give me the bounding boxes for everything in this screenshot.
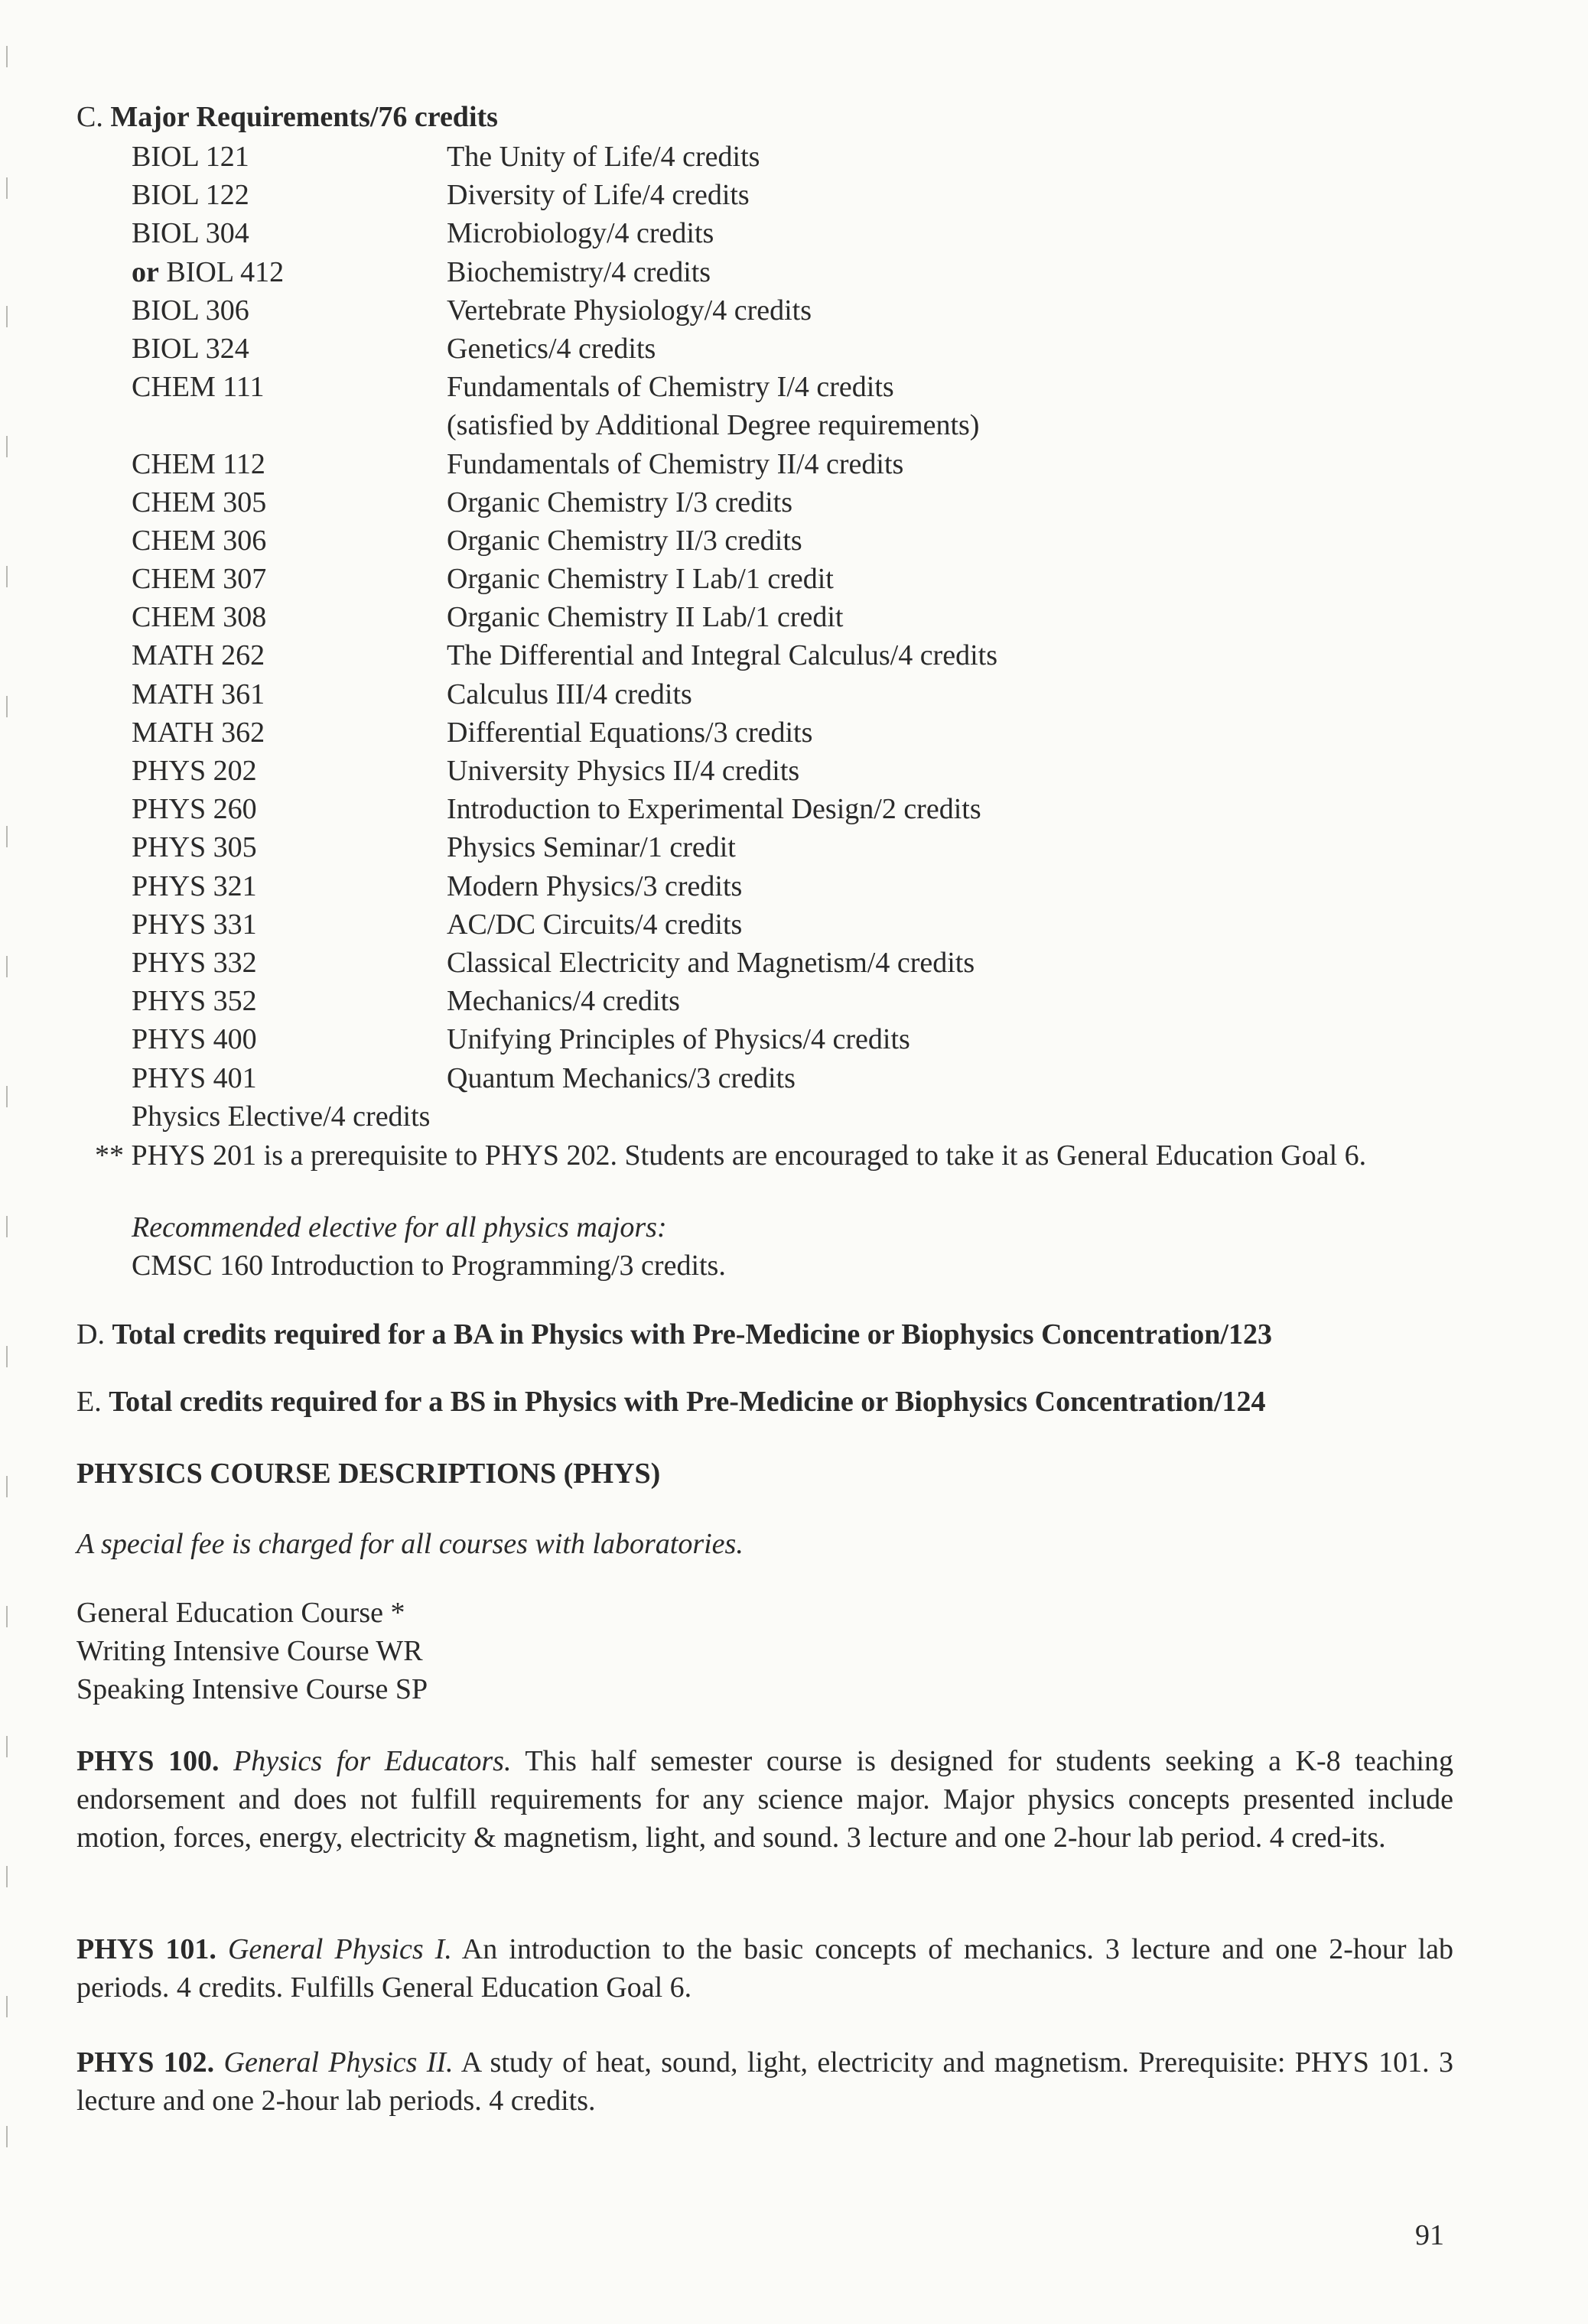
course-code: CHEM 305 [132,486,267,518]
course-title: AC/DC Circuits/4 credits [447,908,743,941]
prerequisite-footnote: ** PHYS 201 is a prerequisite to PHYS 202. Students are encouraged to take it as General Education Goal 6. [95,1139,1367,1172]
course-title: Differential Equations/3 credits [447,716,813,749]
course-code: MATH 361 [132,678,265,710]
course-row-note [132,406,1432,444]
section-d [76,1315,1272,1354]
margin-mark [6,1996,8,2017]
course-row [132,138,1432,176]
course-description-phys102 [76,2043,1453,2120]
margin-mark [6,826,8,847]
course-row [132,675,1432,713]
course-title: Fundamentals of Chemistry II/4 credits [447,447,904,480]
course-title: University Physics II/4 credits [447,755,800,787]
course-code: MATH 262 [132,639,265,672]
margin-mark [6,1866,8,1887]
course-row [132,944,1432,982]
course-title: Classical Electricity and Magnetism/4 credits [447,946,975,979]
course-code: PHYS 321 [132,869,257,902]
course-row [132,828,1432,866]
section-d-letter: D. [76,1318,105,1351]
course-row [132,713,1432,752]
physics-elective-row [132,1097,1432,1136]
margin-mark [6,566,8,587]
course-note: (satisfied by Additional Degree requirements) [447,409,980,442]
course-description-title: Physics for Educators. [233,1745,512,1777]
margin-mark [6,1216,8,1237]
course-row [132,982,1432,1020]
page-number: 91 [1415,2219,1444,2251]
course-code-alternative [132,253,284,291]
course-row [132,752,1432,790]
physics-elective: Physics Elective/4 credits [132,1100,431,1133]
course-title: Organic Chemistry II Lab/1 credit [447,601,844,634]
course-title: Microbiology/4 credits [447,217,714,250]
recommended-elective-course: CMSC 160 Introduction to Programming/3 credits. [132,1250,726,1282]
margin-mark [6,1606,8,1627]
margin-mark [6,46,8,67]
margin-mark [6,306,8,327]
course-title: The Unity of Life/4 credits [447,141,760,173]
section-e-letter: E. [76,1386,102,1418]
lab-fee-note: A special fee is charged for all courses with laboratories. [76,1528,744,1560]
legend-general-education: General Education Course * [76,1597,405,1629]
margin-mark [6,177,8,199]
course-code: PHYS 260 [132,793,257,826]
course-row [132,560,1432,598]
margin-mark [6,1346,8,1367]
section-c-title: Major Requirements/76 credits [110,101,498,133]
course-row [132,905,1432,944]
course-title: Vertebrate Physiology/4 credits [447,294,812,327]
margin-mark [6,2126,8,2147]
course-title: Fundamentals of Chemistry I/4 credits [447,371,894,404]
course-title: Unifying Principles of Physics/4 credits [447,1023,910,1056]
course-title: Biochemistry/4 credits [447,255,711,288]
course-code: PHYS 202 [132,755,257,787]
course-title: Calculus III/4 credits [447,678,692,710]
margin-mark [6,696,8,717]
course-descriptions-heading: PHYSICS COURSE DESCRIPTIONS (PHYS) [76,1458,661,1490]
course-description-phys101 [76,1930,1453,2007]
course-description-body: An introduction to the basic concepts of mechanics. 3 lecture and one 2-hour lab periods. 4 credits. Fulfills General Education Goal 6. [76,1933,1454,2004]
course-row [132,483,1432,522]
margin-mark [6,1736,8,1757]
course-row [132,636,1432,674]
course-row [132,790,1432,828]
course-title: Mechanics/4 credits [447,985,680,1018]
or-label: or [132,255,159,288]
course-row [132,214,1432,252]
course-code: BIOL 324 [132,332,249,365]
course-code: CHEM 307 [132,563,267,596]
course-code: PHYS 331 [132,908,257,941]
margin-mark [6,956,8,977]
course-title: Physics Seminar/1 credit [447,831,736,864]
margin-mark [6,1476,8,1497]
margin-mark [6,1086,8,1107]
course-code: PHYS 352 [132,985,257,1018]
course-code: PHYS 305 [132,831,257,864]
section-d-text: Total credits required for a BA in Physics with Pre-Medicine or Biophysics Concentration/123 [112,1318,1272,1351]
course-title: Organic Chemistry I Lab/1 credit [447,563,834,596]
course-description-title: General Physics I. [227,1933,452,1965]
course-code: BIOL 122 [132,179,249,212]
course-row [132,1020,1432,1058]
course-description-code: PHYS 102. [76,2046,215,2079]
recommended-elective-label: Recommended elective for all physics majors: [132,1211,667,1243]
course-row [132,522,1432,560]
course-row [132,176,1432,214]
course-code: MATH 362 [132,716,265,749]
course-title: Organic Chemistry I/3 credits [447,486,793,518]
course-code: BIOL 121 [132,141,249,173]
course-code: PHYS 400 [132,1023,257,1056]
course-description-title: General Physics II. [223,2046,454,2079]
course-row [132,291,1432,330]
course-description-code: PHYS 101. [76,1933,216,1965]
course-code: CHEM 111 [132,371,265,404]
course-row [132,368,1432,406]
section-e [76,1383,1266,1421]
course-title: Genetics/4 credits [447,332,656,365]
course-description-body: A study of heat, sound, light, electricity and magnetism. Prerequisite: PHYS 101. 3 lecture and one 2-hour lab periods. 4 credits. [76,2046,1453,2117]
course-row [132,598,1432,636]
margin-mark [6,436,8,457]
course-code: CHEM 306 [132,524,267,557]
course-description-phys100 [76,1742,1453,1857]
course-code: BIOL 304 [132,217,249,250]
section-c-heading [76,98,498,136]
course-title: Quantum Mechanics/3 credits [447,1061,796,1094]
course-code: PHYS 401 [132,1061,257,1094]
course-code: CHEM 308 [132,601,267,634]
legend-speaking-intensive: Speaking Intensive Course SP [76,1673,428,1705]
course-row [132,330,1432,368]
course-code: CHEM 112 [132,447,265,480]
course-description-code: PHYS 100. [76,1745,220,1777]
section-e-text: Total credits required for a BS in Physics with Pre-Medicine or Biophysics Concentration/124 [109,1386,1266,1418]
course-code: BIOL 412 [166,255,285,288]
course-title: Diversity of Life/4 credits [447,179,750,212]
course-code: PHYS 332 [132,946,257,979]
course-row [132,867,1432,905]
course-title: Modern Physics/3 credits [447,869,743,902]
major-requirements-list [132,138,1432,1136]
course-code: BIOL 306 [132,294,249,327]
course-title: Organic Chemistry II/3 credits [447,524,802,557]
course-row [132,1059,1432,1097]
course-description-body: This half semester course is designed for students seeking a K-8 teaching endorsement and does not fulfill requirements for any science major. Major physics concepts presented include motion, forces, energy, electricity & magnetism, light, and sound. 3 lecture and one 2-hour lab period. 4 cred-its. [76,1745,1453,1854]
section-c-letter: C. [76,101,103,133]
legend-writing-intensive: Writing Intensive Course WR [76,1635,423,1667]
course-title: Introduction to Experimental Design/2 credits [447,793,981,826]
course-row [132,445,1432,483]
course-row [132,253,1432,291]
course-title: The Differential and Integral Calculus/4 credits [447,639,997,672]
